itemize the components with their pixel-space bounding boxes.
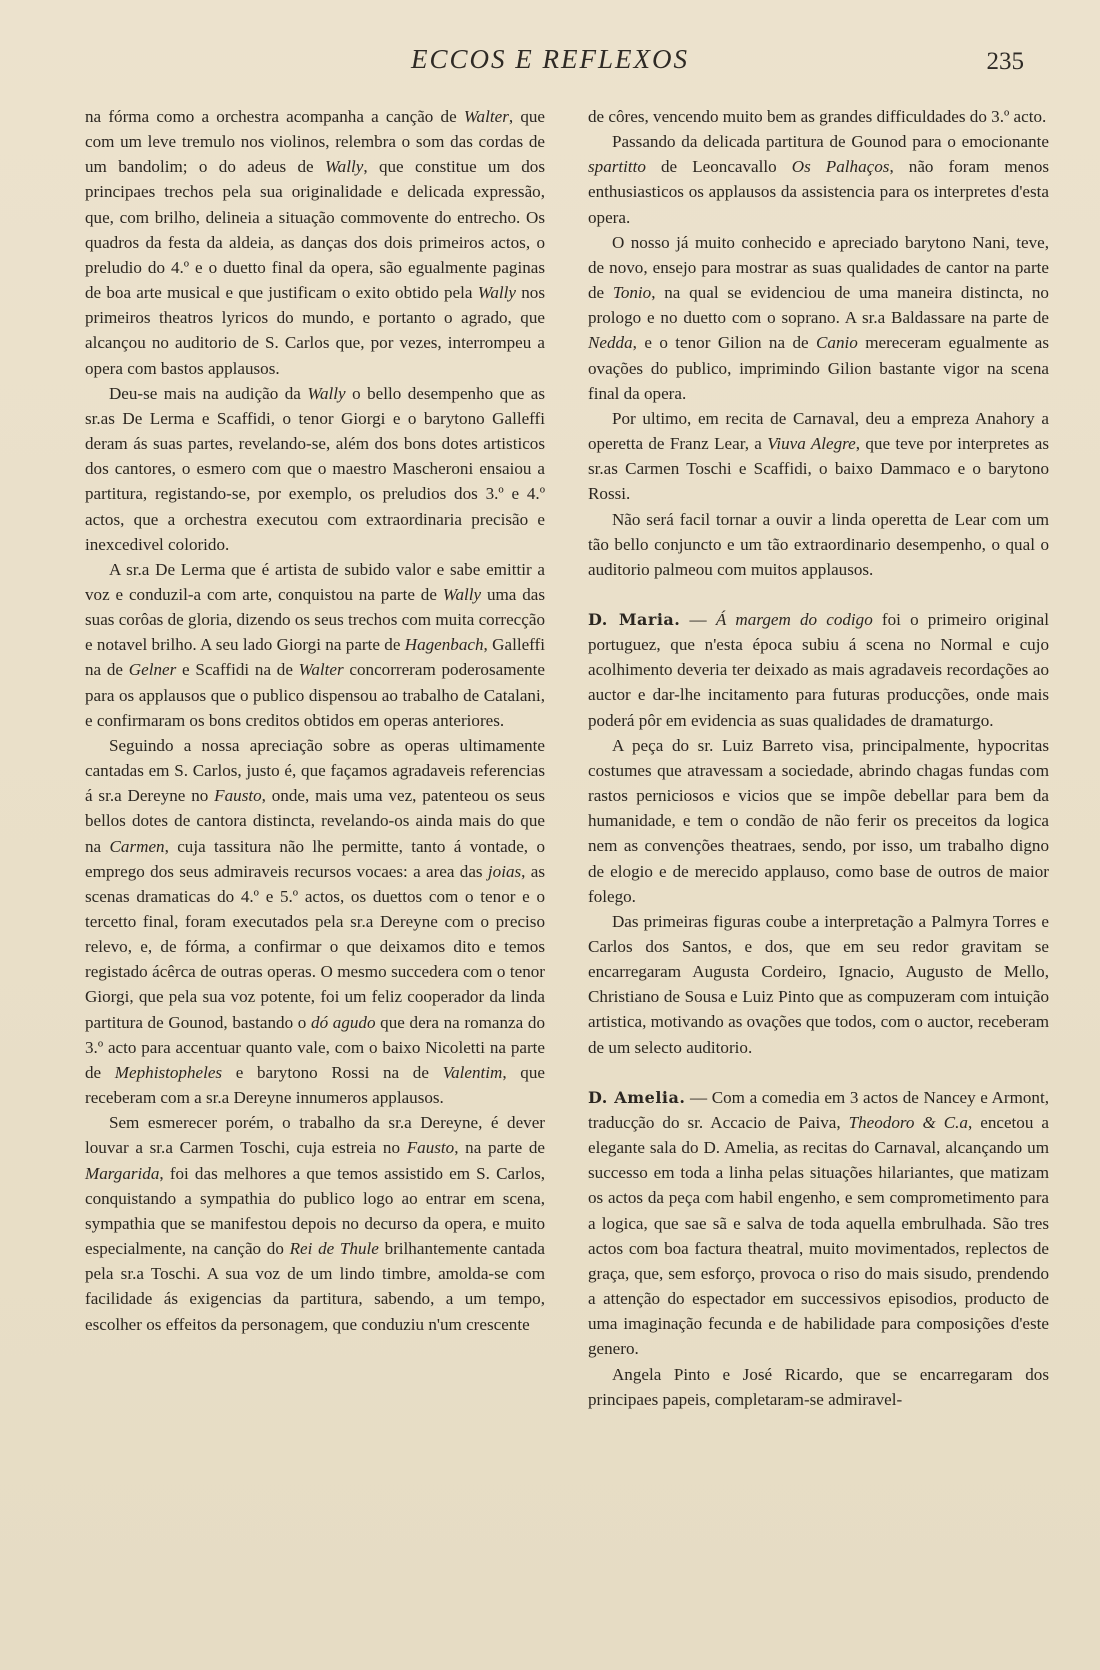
italic-text: Fausto	[214, 786, 262, 806]
right-text-column	[588, 104, 1049, 1412]
italic-text: Mephistopheles	[114, 1062, 223, 1082]
italic-text: Viuva Alegre	[767, 434, 856, 454]
italic-text: Wally	[477, 283, 516, 303]
paragraph	[588, 230, 1049, 406]
italic-text: Rei de Thule	[289, 1239, 379, 1259]
paragraph	[588, 104, 1049, 129]
paragraph	[588, 507, 1049, 582]
italic-text: Carmen	[109, 836, 165, 856]
text-run: , na parte de	[454, 1138, 545, 1158]
paragraph	[85, 104, 545, 381]
text-run: , que com um leve tremulo nos violinos, relembra o som das cordas de um bandolim; o do adeus de	[85, 107, 546, 177]
text-run: — Com a comedia em 3 actos de Nancey e Armont, traducção do sr. Accacio de Paiva,	[588, 1087, 1049, 1132]
text-run: e Scaffidi na de	[176, 660, 299, 680]
text-run: A sr.a De Lerma que é artista de subido valor e sabe emittir a voz e conduzil-a com arte, conquistou na parte de	[85, 559, 545, 604]
text-run: , foi das melhores a que temos assistido em S. Carlos, conquistando a sympathia do publico logo ao entrar em scena, sympathia que se manifestou depois no decurso da opera, e muito especialmente, na canção do	[85, 1163, 545, 1259]
paragraph	[85, 733, 545, 1110]
italic-text: spartitto	[588, 157, 646, 177]
italic-text: Wally	[307, 383, 346, 403]
text-run: , encetou a elegante sala do D. Amelia, as recitas do Carnaval, alcançando um successo em toda a linha pelas situações hilariantes, que matizam os actos da peça com habil engenho, e sem comprometimento para a logica, que sae sã e salva de toda aquella embrulhada. São tres actos com boa factura theatral, muito movimentados, replectos de graça, que, sem esforço, provoca o riso do mais sisudo, prendendo a attenção do espectador em successivos episodios, producto de uma imaginação fecunda e de habilidade para composições d'este genero.	[588, 1112, 1049, 1359]
text-run: Seguindo a nossa apreciação sobre as operas ultimamente cantadas em S. Carlos, justo é, que façamos agradaveis referencias á sr.a Dereyne no	[85, 735, 545, 806]
italic-text: dó agudo	[311, 1012, 376, 1032]
page-number: 235	[986, 48, 1024, 75]
text-run: —	[680, 609, 716, 629]
text-run: nos primeiros theatros lyricos do mundo, e portanto o agrado, que alcançou no auditorio de S. Carlos que, por vezes, interrompeu a opera com bastos applausos.	[85, 283, 545, 378]
section-paragraph	[588, 607, 1049, 733]
italic-text: Hagenbach	[404, 635, 484, 655]
text-run: concorreram poderosamente para os applausos que o publico dispensou ao trabalho de Catalani, e confirmaram os bons creditos obtidos em operas anteriores.	[85, 660, 545, 730]
text-run: , e o tenor Gilion na de	[632, 333, 817, 353]
text-run: , que constitue um dos principaes trechos pela sua originalidade e delicada expressão, que, com brilho, delineia a situação commovente do entrecho. Os quadros da festa da aldeia, as danças dos dois primeiros actos, o preludio do 4.º e o duetto final da opera, são egualmente paginas de boa arte musical e que justificam o exito obtido pela	[85, 157, 545, 303]
text-run: e barytono Rossi na de	[222, 1062, 443, 1082]
paragraph	[588, 129, 1049, 230]
italic-text: Tonio	[612, 283, 652, 303]
italic-text: Fausto	[406, 1138, 455, 1158]
text-run: , que receberam com a sr.a Dereyne innumeros applausos.	[85, 1062, 545, 1108]
text-run: Não será facil tornar a ouvir a linda operetta de Lear com um tão bello conjuncto e um tão extraordinario desempenho, o qual o auditorio palmeou com muitos applausos.	[588, 509, 1049, 579]
paragraph	[588, 733, 1049, 909]
text-run: de côres, vencendo muito bem as grandes difficuldades do 3.º acto.	[588, 107, 1047, 126]
text-run: Das primeiras figuras coube a interpretação a Palmyra Torres e Carlos dos Santos, e dos, que em seu redor gravitam se encarregaram Augusta Cordeiro, Ignacio, Augusto de Mello, Christiano de Sousa e Luiz Pinto que as compuzeram com intuição artistica, motivando as ovações que todos, com o auctor, receberam de um selecto auditorio.	[588, 911, 1049, 1057]
text-run: , as scenas dramaticas do 4.º e 5.º actos, os duettos com o tenor e o tercetto final, foram executados pela sr.a Dereyne com o preciso relevo, e, de fórma, a confirmar o que deixamos dito e temos registado ácêrca de outras operas. O mesmo succedera com o tenor Giorgi, que pela sua voz potente, foi um feliz cooperador da linda partitura de Gounod, bastando o	[85, 861, 545, 1032]
section-paragraph	[588, 1085, 1049, 1362]
text-run: , onde, mais uma vez, patenteou os seus bellos dotes de cantora distincta, revelando-os ainda mais do que na	[85, 786, 546, 856]
text-run: que dera na romanza do 3.º acto para accentuar quanto vale, com o baixo Nicoletti na parte de	[85, 1012, 545, 1082]
italic-text: Gelner	[128, 660, 177, 680]
italic-text: Theodoro & C.a	[848, 1112, 968, 1132]
text-run: na fórma como a orchestra acompanha a canção de	[85, 107, 464, 126]
italic-text: Wally	[325, 157, 364, 177]
text-run: , não foram menos enthusiasticos os applausos da assistencia para os interpretes d'esta opera.	[588, 157, 1050, 227]
text-run: A peça do sr. Luiz Barreto visa, principalmente, hypocritas costumes que atravessam a sociedade, abrindo chagas fundas com rastos perniciosos e vicios que se impõe debellar para bem da humanidade, e tem o condão de não ferir os preceitos da logica nem as convenções theatraes, sendo, por isso, um trabalho digno de elogio e de merecido applauso, como base de outros de maior folego.	[588, 735, 1049, 906]
text-run: uma das suas corôas de gloria, dizendo os seus trechos com muita correcção e notavel brilho. A seu lado Giorgi na parte de	[85, 584, 545, 655]
text-run: , cuja tassitura não lhe permitte, tanto á vontade, o emprego dos seus admiraveis recursos vocaes: a area das	[85, 836, 545, 881]
left-text-column	[85, 104, 545, 1337]
paragraph	[85, 381, 545, 557]
text-run: O nosso já muito conhecido e apreciado barytono Nani, teve, de novo, ensejo para mostrar as suas qualidades de cantor na parte de	[588, 232, 1049, 303]
italic-text: Walter	[463, 107, 509, 126]
text-run: Passando da delicada partitura de Gounod para o emocionante	[611, 132, 1049, 152]
paragraph	[588, 909, 1049, 1060]
section-heading: D. Maria.	[588, 609, 681, 629]
text-run: mereceram egualmente as ovações do publico, imprimindo Gilion bastante vigor na scena final da opera.	[588, 333, 1049, 403]
paragraph	[85, 1110, 545, 1336]
text-run: Angela Pinto e José Ricardo, que se encarregaram dos principaes papeis, completaram-se admiravel-	[588, 1364, 1049, 1409]
text-run: brilhantemente cantada pela sr.a Toschi. A sua voz de um lindo timbre, amolda-se com facilidade ás exigencias da partitura, sabendo, a um tempo, escolher os effeitos da personagem, que conduziu n'um crescente	[85, 1239, 545, 1334]
text-run: , que teve por interpretes as sr.as Carmen Toschi e Scaffidi, o baixo Dammaco e o barytono Rossi.	[588, 434, 1050, 504]
section-heading: D. Amelia.	[588, 1087, 686, 1107]
italic-text: Canio	[816, 333, 858, 353]
text-run: , Galleffi na de	[85, 635, 545, 680]
italic-text: joias	[487, 861, 522, 881]
italic-text: Á margem do codigo	[715, 609, 873, 629]
italic-text: Valentim	[442, 1062, 503, 1082]
italic-text: Nedda	[588, 333, 633, 353]
italic-text: Margarida	[85, 1163, 160, 1183]
text-run: Sem esmerecer porém, o trabalho da sr.a Dereyne, é dever louvar a sr.a Carmen Toschi, cuja estreia no	[85, 1113, 545, 1158]
text-run: Por ultimo, em recita de Carnaval, deu a empreza Anahory a operetta de Franz Lear, a	[588, 408, 1049, 454]
italic-text: Os Palhaços	[791, 157, 890, 177]
paragraph	[588, 1362, 1049, 1412]
text-run: foi o primeiro original portuguez, que n'esta época subiu á scena no Normal e cujo acolhimento deveria ter deixado as mais agradaveis recordações ao auctor e dar-lhe incitamento para futuras producções, onde mais poderá pôr em evidencia as suas qualidades de dramaturgo.	[588, 609, 1049, 730]
paragraph	[85, 557, 545, 733]
italic-text: Wally	[442, 584, 482, 604]
text-run: o bello desempenho que as sr.as De Lerma e Scaffidi, o tenor Giorgi e o barytono Galleffi deram ás suas partes, revelando-se, além dos bons dotes artisticos dos cantores, o esmero com que o maestro Mascheroni ensaiou a partitura, registando-se, por exemplo, os preludios dos 3.º e 4.º actos, que a orchestra executou com extraordinaria precisão e inexcedivel colorido.	[85, 383, 545, 554]
text-run: , na qual se evidenciou de uma maneira distincta, no prologo e no duetto com o soprano. A sr.a Baldassare na parte de	[588, 283, 1049, 328]
italic-text: Walter	[298, 660, 344, 680]
running-title: ECCOS E REFLEXOS	[411, 44, 689, 74]
text-run: Deu-se mais na audição da	[108, 383, 308, 403]
text-run: de Leoncavallo	[645, 157, 792, 177]
paragraph	[588, 406, 1049, 507]
